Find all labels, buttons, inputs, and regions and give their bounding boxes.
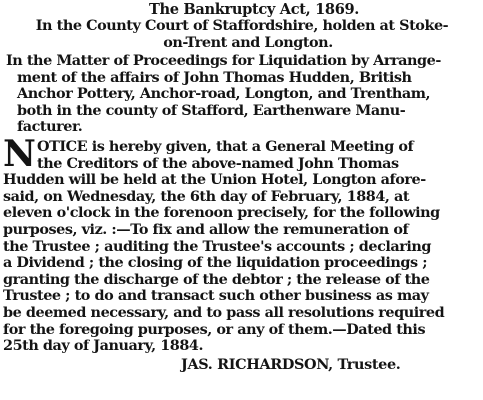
matter-line: ment of the affairs of John Thomas Hudden, British [17, 68, 412, 86]
matter-line: Anchor Pottery, Anchor-road, Longton, and Trentham, [17, 85, 431, 103]
body-line: 25th day of January, 1884. [3, 337, 204, 355]
matter-line: facturer. [17, 118, 83, 136]
body-line: OTICE is hereby given, that a General Meeting of [37, 137, 414, 155]
notice-title: The Bankruptcy Act, 1869. [148, 1, 360, 18]
matter-line: both in the county of Stafford, Earthenware Manu- [17, 101, 406, 119]
signature-line: JAS. RICHARDSON, Trustee. [181, 355, 401, 373]
legal-notice [3, 2, 481, 373]
body-line: eleven o'clock in the forenoon precisely, for the following [3, 204, 440, 222]
body-line: the Trustee ; auditing the Trustee's accounts ; declaring [3, 237, 432, 255]
court-line-2: on-Trent and Longton. [163, 33, 333, 51]
body-line: said, on Wednesday, the 6th day of February, 1884, at [3, 187, 410, 205]
drop-cap: N [3, 132, 35, 175]
body-line: a Dividend ; the closing of the liquidation proceedings ; [3, 254, 428, 272]
body-line: granting the discharge of the debtor ; the release of the [3, 270, 430, 288]
body-line: Hudden will be held at the Union Hotel, Longton afore- [3, 171, 426, 189]
notice-body [3, 132, 481, 355]
court-line-1: In the County Court of Staffordshire, holden at Stoke- [35, 17, 449, 34]
body-line: the Creditors of the above-named John Thomas [37, 154, 399, 172]
body-line: be deemed necessary, and to pass all resolutions required [3, 303, 445, 321]
body-line: purposes, viz. :—To fix and allow the remuneration of [3, 220, 409, 238]
body-line: Trustee ; to do and transact such other business as may [3, 287, 429, 305]
body-line: for the foregoing purposes, or any of them.—Dated this [3, 320, 426, 338]
matter-paragraph [3, 53, 481, 136]
matter-line: In the Matter of Proceedings for Liquidation by Arrange- [6, 52, 441, 69]
